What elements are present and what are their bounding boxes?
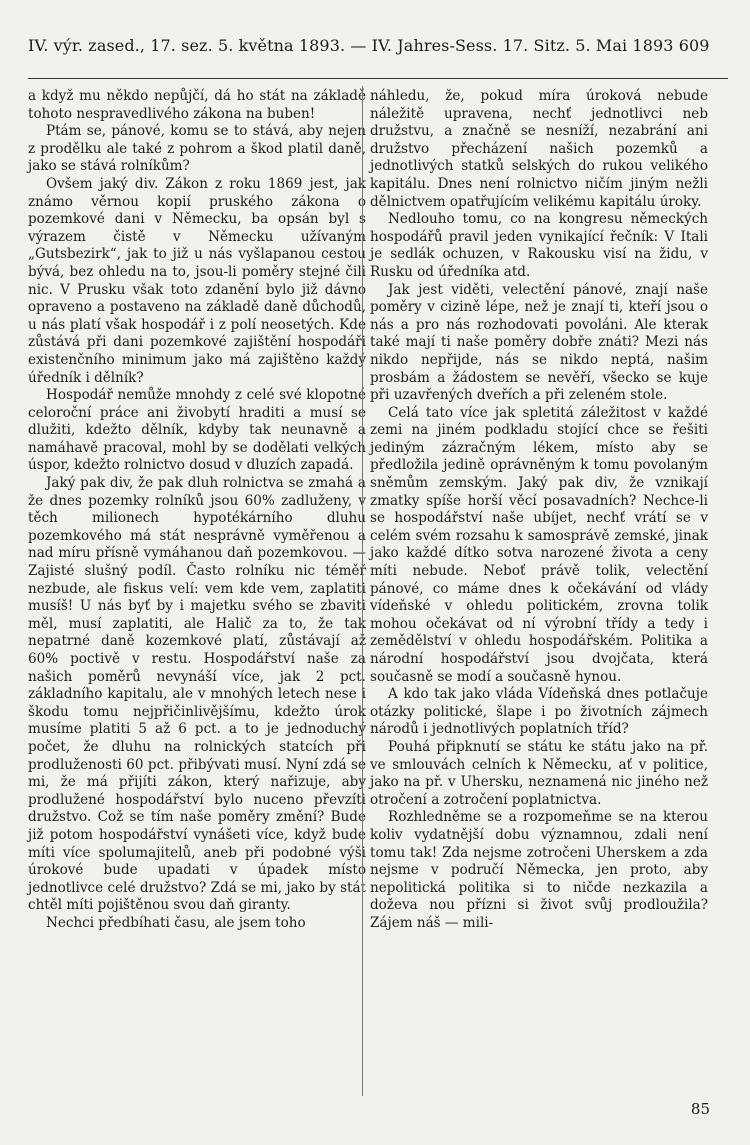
paragraph: Nechci předbíhati času, ale jsem toho — [46, 914, 306, 931]
paragraph: Hospodář nemůže mnohdy z celé své klopotné celoroční práce ani živobytí hraditi a musí se dlužiti, kdežto dělník, kdyby tak neunavně a namáhavě pracoval, mohl by se dodělati velkých úspor, kdežto rolnictvo dosud v dluzích zapadá. — [28, 387, 366, 474]
header-rule — [28, 78, 728, 79]
left-column — [28, 88, 366, 933]
right-column — [370, 88, 708, 933]
page-header: IV. výr. zased., 17. sez. 5. května 1893. — IV. Jahres-Sess. 17. Sitz. 5. Mai 1893 609 — [28, 36, 710, 55]
paragraph: A kdo tak jako vláda Vídeňská dnes potlačuje otázky politické, šlape i po životních zájmech národů i jednotlivých poplatních tříd? — [370, 686, 708, 738]
paragraph: Celá tato více jak spletitá záležitost v každé zemi na jiném podkladu stojící chce se řešiti jediným zázračným lékem, místo aby se předložila jedině oprávněným k tomu povolaným sněmům zemským. Jaký pak div, že vznikají zmatky spíše horší věcí posavadních? Nechce-li se hospodářství naše ubíjet, nechť vrátí se v celém svém rozsahu k samosprávě zemské, jinak jako každé dítko sotva narozené života a ceny míti nebude. Neboť právě tolik, velectění pánové, co máme dnes k očekávání od vlády vídeňské v ohledu politickém, zrovna tolik mohou očekávat od ní výrobní třídy a tedy i zemědělství v ohledu hospodářském. Politika a národní hospodářství jsou dvojčata, která současně se modí a současně hynou. — [370, 404, 708, 685]
page-number: 85 — [690, 1100, 710, 1118]
paragraph: Ovšem jaký div. Zákon z roku 1869 jest, jak známo věrnou kopií pruského zákona o pozemkové dani v Německu, ba opsán byl s výrazem čistě v Německu užívaným „Gutsbezirk“, jak to již u nás vyšlapanou cestou bývá, bez ohledu na to, jsou-li poměry stejné čili nic. V Prusku však toto zdanění bylo již dávno opraveno a postaveno na základě daně důchodů, u nás platí však hospodář i z polí neosetých. Kde zůstává při dani pozemkové zajištění hospodáři existenčního minimum jako má zajištěno každý úředník i dělník? — [28, 175, 366, 386]
paragraph: Jak jest viděti, velectění pánové, znají naše poměry v cizině lépe, než je znají ti, kteří jsou o nás a pro nás rozhodovati povoláni. Ale kterak také mají ti naše poměry dobře znáti? Mezi nás nikdo nepřijde, nás se nikdo neptá, našim prosbám a žádostem se nevěří, všecko se kuje při uzavřených dveřích a při zeleném stole. — [370, 281, 708, 404]
paragraph: Pouhá připknutí se státu ke státu jako na př. ve smlouvách celních k Německu, ať v politice, jako na př. v Uhersku, neznamená nic jiného než otročení a zotročení poplatnictva. — [370, 738, 708, 808]
paragraph: Rozhledněme se a rozpomeňme se na kterou koliv vydatnější dobu významnou, zdali není tomu tak! Zda nejsme zotročeni Uherskem a zda nejsme v područí Německa, jen proto, aby nepolitická politika si to ničde nezkazila a doževa nou přízni si život svůj prodloužila? Zájem náš — mili- — [370, 809, 708, 931]
paragraph: náhledu, že, pokud míra úroková nebude náležitě upravena, nechť jednotlivci neb družstvu, a značně se nesníží, nezabrání ani družstvo přecházení našich pozemků a jednotlivých statků selských do rukou velikého kapitálu. Dnes není rolnictvo ničím jiným nežli dělnictvem opatřujícím velikému kapitálu úroky. — [370, 88, 708, 210]
paragraph: Jaký pak div, že pak dluh rolnictva se zmahá a že dnes pozemky rolníků jsou 60% zadluženy, v těch milionech hypotékárního dluhu pozemkového má stát nesprávně vyměřenou a nad míru přísně vymáhanou daň pozemkovou. — Zajisté slušný podíl. Často rolníku nic téměř nezbude, ale fiskus velí: vem kde vem, zaplatiti musíš! U nás byť by i majetku svého se zbaviti měl, musí zaplatiti, ale Halič za to, že tak nepatrné daně kozemkové platí, zůstávají až 60% poctivě v restu. Hospodářství naše za našich poměrů nevynáší více, jak 2 pct. základního kapitalu, ale v mnohých letech nese i škodu tomu nejpřičinlivějšímu, kdežto úrok musíme platiti 5 až 6 pct. a to je jednoduchý počet, že dluhu na rolnických statcích při prodluženosti 60 pct. přibývati musí. Nyní zdá se mi, že má přijíti zákon, který nařizuje, aby prodlužené hospodářství bylo nuceno převzíti družstvo. Což se tím naše poměry změní? Bude již potom hospodářství vynášeti více, když bude míti více spolumajitelů, aneb při podobné výši úrokové bude upadati v úpadek místo jednotlivce celé družstvo? Zdá se mi, jako by stát chtěl míti pojištěnou svou daň giranty. — [28, 475, 366, 914]
paragraph: a když mu někdo nepůjčí, dá ho stát na základě tohoto nespravedlivého zákona na buben! — [28, 88, 366, 122]
paragraph: Ptám se, pánové, komu se to stává, aby nejen z prodělku ale také z pohrom a škod platil daně, jako se stává rolníkům? — [28, 123, 366, 175]
column-divider — [362, 86, 363, 1096]
paragraph: Nedlouho tomu, co na kongresu německých hospodářů pravil jeden vynikající řečník: V Itali je sedlák ochuzen, v Rakousku visí na židu, v Rusku od úředníka atd. — [370, 211, 708, 280]
